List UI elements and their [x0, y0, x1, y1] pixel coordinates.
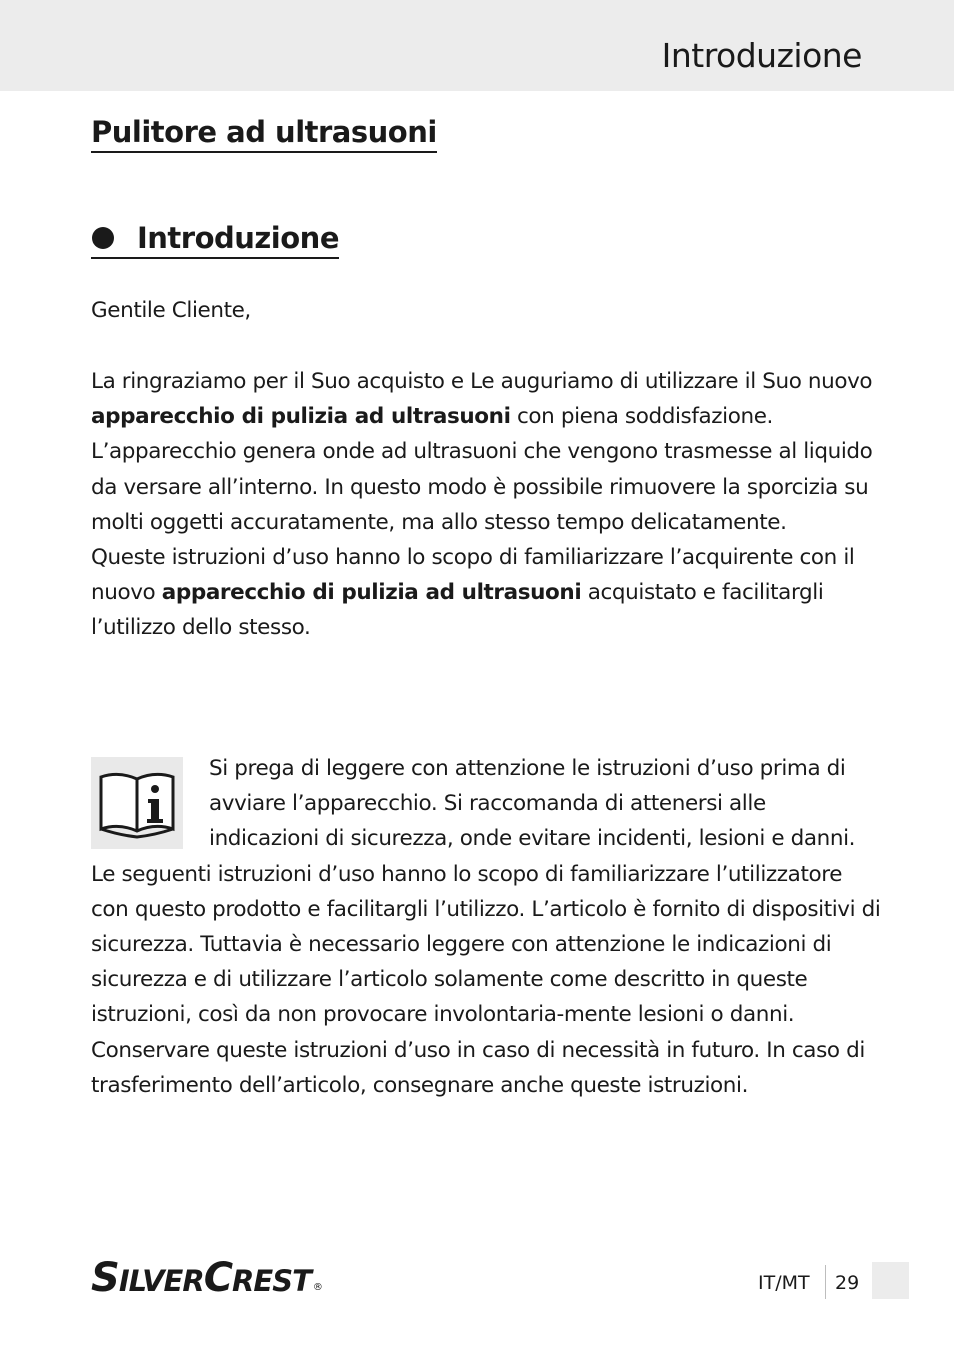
read-manual-info-icon	[91, 757, 183, 849]
intro-product-name-2: apparecchio di pulizia ad ultrasuoni	[161, 580, 582, 606]
language-code: IT/MT	[758, 1272, 810, 1294]
intro-product-name-1: apparecchio di pulizia ad ultrasuoni	[91, 404, 511, 430]
greeting-paragraph: Gentile Cliente,	[91, 298, 251, 323]
section-heading-text: Introduzione	[137, 221, 339, 255]
intro-text-1a: La ringraziamo per il Suo acquisto e Le auguriamo di utilizzare il Suo nuovo	[91, 369, 873, 394]
silvercrest-logo: SILVERCREST ®	[91, 1255, 322, 1301]
footer-divider	[825, 1265, 826, 1299]
bullet-icon	[92, 227, 114, 249]
page-tab-marker	[872, 1262, 909, 1299]
safety-note	[91, 751, 881, 1103]
document-title: Pulitore ad ultrasuoni	[91, 113, 437, 153]
section-heading	[91, 219, 339, 259]
intro-paragraph	[91, 364, 881, 646]
safety-note-text: Si prega di leggere con attenzione le istruzioni d’uso prima di avviare l’apparecchio. Si raccomanda di attenersi alle indicazioni di sicurezza, onde evitare incidenti, lesioni e danni. Le seguenti istruzioni d’uso hanno lo scopo di familiarizzare l’utilizzatore con questo prodotto e facilitargli l’utilizzo. L’articolo è fornito di dispositivi di sicurezza. Tuttavia è necessario leggere con attenzione le indicazioni di sicurezza e di utilizzare l’articolo solamente come descritto in queste istruzioni, così da non provocare involontaria-mente lesioni o danni. Conservare queste istruzioni d’uso in caso di necessità in futuro. In caso di trasferimento dell’articolo, consegnare anche queste istruzioni.	[91, 756, 881, 1098]
page-number: 29	[835, 1272, 860, 1294]
intro-text-3a: Queste istruzioni d’uso hanno lo scopo di familiarizzare l’acquirente con il nuovo	[91, 545, 855, 606]
intro-text-1b: con piena soddisfazione.	[510, 404, 773, 430]
intro-text-3b: acquistato e facilitargli l’utilizzo dello stesso.	[91, 580, 824, 641]
intro-text-2: L’apparecchio genera onde ad ultrasuoni che vengono trasmesse al liquido da versare all’interno. In questo modo è possibile rimuovere la sporcizia su molti oggetti accuratamente, ma allo stesso tempo delicatamente.	[91, 439, 873, 535]
page-header-title: Introduzione	[661, 36, 862, 75]
